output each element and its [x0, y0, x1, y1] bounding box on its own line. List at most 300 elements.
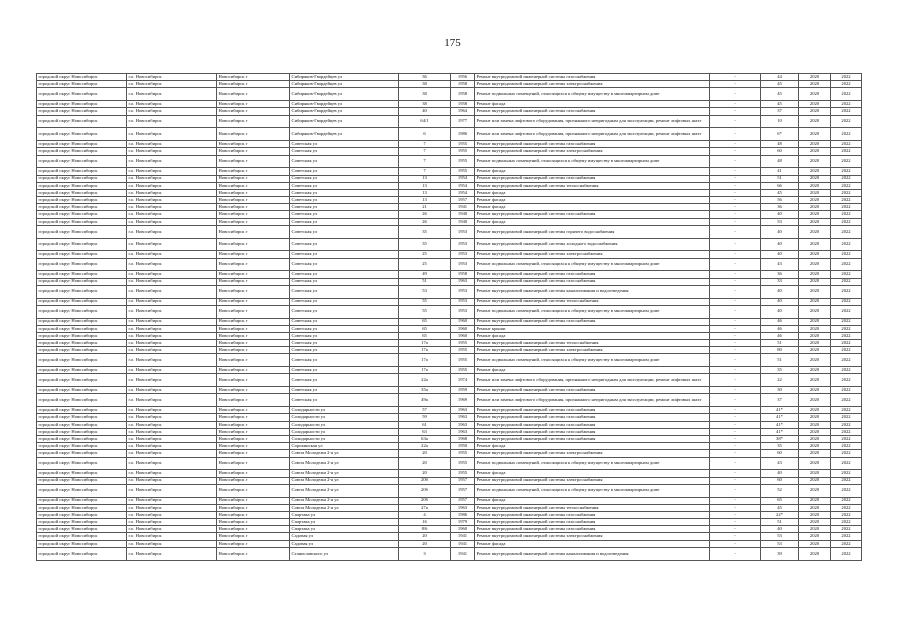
cell-settlement: Новосибирск г — [217, 115, 290, 128]
cell-house: 25 — [399, 251, 451, 258]
cell-district: г.о. Новосибирск — [127, 484, 217, 497]
cell-area: 40 — [761, 305, 799, 318]
cell-area: 38* — [761, 436, 799, 443]
cell-year: 1960 — [451, 325, 475, 332]
cell-end-year: 2022 — [831, 332, 862, 339]
cell-settlement: Новосибирск г — [217, 533, 290, 540]
cell-settlement: Новосибирск г — [217, 101, 290, 108]
cell-street: Советская ул — [290, 155, 399, 168]
table-row — [37, 74, 862, 81]
cell-district: г.о. Новосибирск — [127, 374, 217, 387]
cell-street: Сибиряков-Гвардейцев ул — [290, 88, 399, 101]
cell-settlement: Новосибирск г — [217, 504, 290, 511]
cell-street: Советская ул — [290, 374, 399, 387]
cell-settlement: Новосибирск г — [217, 414, 290, 421]
cell-settlement: Новосибирск г — [217, 218, 290, 225]
cell-end-year: 2022 — [831, 182, 862, 189]
cell-area: 40 — [761, 225, 799, 238]
cell-house: 3 — [399, 547, 451, 560]
cell-municipality: городской округ Новосибирск — [37, 204, 127, 211]
cell-house: 17а — [399, 354, 451, 367]
cell-work-type: Ремонт внутридомовой инженерной системы газоснабжения — [475, 519, 710, 526]
cell-work-type: Ремонт внутридомовой инженерной системы электроснабжения — [475, 477, 710, 484]
cell-start-year: 2020 — [799, 141, 831, 148]
cell-work-type: Ремонт внутридомовой инженерной системы газоснабжения — [475, 387, 710, 394]
cell-year: 1963 — [451, 407, 475, 414]
cell-municipality: городской округ Новосибирск — [37, 354, 127, 367]
cell-street: Советская ул — [290, 285, 399, 298]
cell-area: 46 — [761, 332, 799, 339]
cell-year: 1957 — [451, 497, 475, 504]
cell-area: 37 — [761, 108, 799, 115]
cell-dash: - — [710, 305, 761, 318]
cell-work-type: Ремонт внутридомовой инженерной системы газоснабжения — [475, 511, 710, 518]
cell-work-type: Ремонт подвальных помещений, относящихся к общему имуществу в многоквартирном доме — [475, 155, 710, 168]
cell-street: Союза Молодежи 2-я ул — [290, 450, 399, 457]
table-row — [37, 271, 862, 278]
cell-district: г.о. Новосибирск — [127, 115, 217, 128]
cell-dash: - — [710, 168, 761, 175]
cell-street: Союза Молодежи 2-я ул — [290, 484, 399, 497]
cell-settlement: Новосибирск г — [217, 251, 290, 258]
cell-district: г.о. Новосибирск — [127, 225, 217, 238]
cell-year: 1954 — [451, 175, 475, 182]
cell-street: Сибиряков-Гвардейцев ул — [290, 128, 399, 141]
cell-year: 1963 — [451, 278, 475, 285]
cell-street: Советская ул — [290, 271, 399, 278]
cell-start-year: 2020 — [799, 497, 831, 504]
cell-dash: - — [710, 155, 761, 168]
cell-municipality: городской округ Новосибирск — [37, 189, 127, 196]
cell-district: г.о. Новосибирск — [127, 450, 217, 457]
cell-settlement: Новосибирск г — [217, 367, 290, 374]
cell-work-type: Ремонт фасада — [475, 332, 710, 339]
cell-year: 1955 — [451, 450, 475, 457]
cell-end-year: 2022 — [831, 211, 862, 218]
cell-house: 22а — [399, 374, 451, 387]
cell-year: 1958 — [451, 101, 475, 108]
cell-end-year: 2022 — [831, 407, 862, 414]
cell-work-type: Ремонт фасада — [475, 367, 710, 374]
cell-street: Сибиряков-Гвардейцев ул — [290, 101, 399, 108]
cell-end-year: 2022 — [831, 238, 862, 251]
cell-street: Советская ул — [290, 332, 399, 339]
cell-settlement: Новосибирск г — [217, 325, 290, 332]
cell-dash: - — [710, 74, 761, 81]
table-row — [37, 285, 862, 298]
cell-start-year: 2020 — [799, 347, 831, 354]
cell-house: 63а — [399, 436, 451, 443]
cell-year: 1954 — [451, 189, 475, 196]
cell-settlement: Новосибирск г — [217, 168, 290, 175]
table-row — [37, 504, 862, 511]
cell-area: 46 — [761, 318, 799, 325]
cell-settlement: Новосибирск г — [217, 108, 290, 115]
cell-street: Советская ул — [290, 278, 399, 285]
cell-settlement: Новосибирск г — [217, 526, 290, 533]
cell-end-year: 2022 — [831, 421, 862, 428]
cell-street: Советская ул — [290, 182, 399, 189]
cell-house: 38 — [399, 101, 451, 108]
cell-district: г.о. Новосибирск — [127, 367, 217, 374]
cell-settlement: Новосибирск г — [217, 175, 290, 182]
cell-street: Спартака ул — [290, 519, 399, 526]
cell-work-type: Ремонт внутридомовой инженерной системы горячего водоснабжения — [475, 225, 710, 238]
cell-start-year: 2020 — [799, 211, 831, 218]
cell-area: 40 — [761, 470, 799, 477]
cell-municipality: городской округ Новосибирск — [37, 332, 127, 339]
cell-street: Спартака ул — [290, 511, 399, 518]
cell-district: г.о. Новосибирск — [127, 443, 217, 450]
cell-municipality: городской округ Новосибирск — [37, 211, 127, 218]
cell-area: 35 — [761, 367, 799, 374]
cell-district: г.о. Новосибирск — [127, 168, 217, 175]
cell-street: Союза Молодежи 2-я ул — [290, 470, 399, 477]
cell-house: 36 — [399, 74, 451, 81]
cell-municipality: городской округ Новосибирск — [37, 318, 127, 325]
cell-end-year: 2022 — [831, 511, 862, 518]
table-row — [37, 115, 862, 128]
cell-street: Советская ул — [290, 189, 399, 196]
table-row — [37, 519, 862, 526]
cell-district: г.о. Новосибирск — [127, 394, 217, 407]
cell-start-year: 2020 — [799, 204, 831, 211]
cell-street: Советская ул — [290, 354, 399, 367]
cell-area: 41* — [761, 421, 799, 428]
cell-municipality: городской округ Новосибирск — [37, 436, 127, 443]
cell-house: 35 — [399, 225, 451, 238]
cell-house: 13 — [399, 197, 451, 204]
cell-area: 56 — [761, 197, 799, 204]
cell-house: 65 — [399, 325, 451, 332]
cell-dash: - — [710, 519, 761, 526]
cell-house: 7 — [399, 148, 451, 155]
cell-district: г.о. Новосибирск — [127, 108, 217, 115]
cell-end-year: 2022 — [831, 374, 862, 387]
cell-year: 1963 — [451, 421, 475, 428]
table-row — [37, 540, 862, 547]
cell-end-year: 2022 — [831, 189, 862, 196]
cell-start-year: 2020 — [799, 443, 831, 450]
cell-settlement: Новосибирск г — [217, 394, 290, 407]
cell-area: 6* — [761, 128, 799, 141]
cell-municipality: городской округ Новосибирск — [37, 271, 127, 278]
cell-work-type: Ремонт фасада — [475, 443, 710, 450]
cell-dash: - — [710, 477, 761, 484]
cell-area: 40 — [761, 251, 799, 258]
cell-dash: - — [710, 497, 761, 504]
cell-year: 1957 — [451, 484, 475, 497]
cell-work-type: Ремонт внутридомовой инженерной системы электроснабжения — [475, 81, 710, 88]
cell-house: 21 — [399, 204, 451, 211]
cell-municipality: городской округ Новосибирск — [37, 477, 127, 484]
cell-municipality: городской округ Новосибирск — [37, 148, 127, 155]
cell-end-year: 2022 — [831, 436, 862, 443]
cell-area: 48 — [761, 155, 799, 168]
cell-area: 53 — [761, 540, 799, 547]
cell-end-year: 2022 — [831, 519, 862, 526]
cell-municipality: городской округ Новосибирск — [37, 225, 127, 238]
table-row — [37, 175, 862, 182]
cell-work-type: Ремонт внутридомовой инженерной системы газоснабжения — [475, 211, 710, 218]
table-row — [37, 88, 862, 101]
cell-dash: - — [710, 533, 761, 540]
cell-municipality: городской округ Новосибирск — [37, 155, 127, 168]
cell-start-year: 2020 — [799, 318, 831, 325]
cell-area: 60 — [761, 450, 799, 457]
cell-end-year: 2022 — [831, 141, 862, 148]
cell-dash: - — [710, 540, 761, 547]
cell-settlement: Новосибирск г — [217, 354, 290, 367]
cell-street: Сибиряков-Гвардейцев ул — [290, 108, 399, 115]
cell-street: Сибиряков-Гвардейцев ул — [290, 115, 399, 128]
table-row — [37, 128, 862, 141]
cell-street: Советская ул — [290, 141, 399, 148]
cell-dash: - — [710, 526, 761, 533]
cell-municipality: городской округ Новосибирск — [37, 175, 127, 182]
cell-start-year: 2020 — [799, 533, 831, 540]
cell-municipality: городской округ Новосибирск — [37, 278, 127, 285]
cell-year: 1977 — [451, 115, 475, 128]
cell-street: Сибиряков-Гвардейцев ул — [290, 81, 399, 88]
cell-dash: - — [710, 81, 761, 88]
cell-work-type: Ремонт внутридомовой инженерной системы теплоснабжения — [475, 298, 710, 305]
cell-street: Советская ул — [290, 204, 399, 211]
cell-municipality: городской округ Новосибирск — [37, 504, 127, 511]
cell-year: 1960 — [451, 332, 475, 339]
cell-year: 1956 — [451, 74, 475, 81]
cell-end-year: 2022 — [831, 504, 862, 511]
cell-municipality: городской округ Новосибирск — [37, 305, 127, 318]
cell-settlement: Новосибирск г — [217, 225, 290, 238]
cell-start-year: 2020 — [799, 484, 831, 497]
cell-street: Солидарности ул — [290, 414, 399, 421]
cell-municipality: городской округ Новосибирск — [37, 168, 127, 175]
cell-district: г.о. Новосибирск — [127, 258, 217, 271]
cell-district: г.о. Новосибирск — [127, 298, 217, 305]
cell-house: 20б — [399, 497, 451, 504]
cell-municipality: городской округ Новосибирск — [37, 325, 127, 332]
table-row — [37, 374, 862, 387]
cell-house: 55 — [399, 305, 451, 318]
cell-district: г.о. Новосибирск — [127, 88, 217, 101]
cell-house: 25 — [399, 258, 451, 271]
cell-dash: - — [710, 101, 761, 108]
cell-end-year: 2022 — [831, 526, 862, 533]
table-row — [37, 197, 862, 204]
cell-house: 4 — [399, 511, 451, 518]
cell-work-type: Ремонт внутридомовой инженерной системы газоснабжения — [475, 141, 710, 148]
cell-municipality: городской округ Новосибирск — [37, 182, 127, 189]
cell-street: Союза Молодежи 2-я ул — [290, 497, 399, 504]
cell-year: 1955 — [451, 367, 475, 374]
cell-work-type: Ремонт или замена лифтового оборудования, признанного непригодным для эксплуатации, ремонт лифтовых шахт — [475, 374, 710, 387]
cell-work-type: Ремонт внутридомовой инженерной системы теплоснабжения — [475, 182, 710, 189]
cell-area: 40 — [761, 298, 799, 305]
table-row — [37, 278, 862, 285]
cell-year: 1953 — [451, 285, 475, 298]
cell-start-year: 2020 — [799, 251, 831, 258]
table-row — [37, 511, 862, 518]
cell-district: г.о. Новосибирск — [127, 340, 217, 347]
cell-dash: - — [710, 278, 761, 285]
cell-dash: - — [710, 182, 761, 189]
cell-street: Советская ул — [290, 305, 399, 318]
cell-end-year: 2022 — [831, 457, 862, 470]
cell-dash: - — [710, 484, 761, 497]
cell-work-type: Ремонт внутридомовой инженерной системы газоснабжения — [475, 421, 710, 428]
cell-district: г.о. Новосибирск — [127, 540, 217, 547]
cell-start-year: 2020 — [799, 540, 831, 547]
cell-street: Советская ул — [290, 318, 399, 325]
cell-end-year: 2022 — [831, 540, 862, 547]
cell-start-year: 2020 — [799, 74, 831, 81]
cell-settlement: Новосибирск г — [217, 278, 290, 285]
cell-work-type: Ремонт подвальных помещений, относящихся к общему имуществу в многоквартирном доме — [475, 258, 710, 271]
cell-house: 35 — [399, 238, 451, 251]
cell-house: 64/1 — [399, 115, 451, 128]
cell-district: г.о. Новосибирск — [127, 519, 217, 526]
cell-settlement: Новосибирск г — [217, 340, 290, 347]
cell-house: 17а — [399, 367, 451, 374]
cell-area: 53 — [761, 218, 799, 225]
cell-end-year: 2022 — [831, 225, 862, 238]
cell-settlement: Новосибирск г — [217, 211, 290, 218]
cell-end-year: 2022 — [831, 101, 862, 108]
cell-end-year: 2022 — [831, 155, 862, 168]
cell-settlement: Новосибирск г — [217, 81, 290, 88]
cell-year: 1963 — [451, 428, 475, 435]
cell-settlement: Новосибирск г — [217, 285, 290, 298]
cell-area: 36 — [761, 271, 799, 278]
table-row — [37, 211, 862, 218]
cell-house: 61 — [399, 421, 451, 428]
cell-work-type: Ремонт внутридомовой инженерной системы газоснабжения — [475, 414, 710, 421]
table-row — [37, 497, 862, 504]
cell-start-year: 2020 — [799, 278, 831, 285]
table-row — [37, 484, 862, 497]
cell-district: г.о. Новосибирск — [127, 211, 217, 218]
cell-district: г.о. Новосибирск — [127, 189, 217, 196]
cell-settlement: Новосибирск г — [217, 387, 290, 394]
cell-start-year: 2020 — [799, 354, 831, 367]
cell-year: 1953 — [451, 251, 475, 258]
cell-street: Советская ул — [290, 168, 399, 175]
cell-year: 1979 — [451, 519, 475, 526]
cell-dash: - — [710, 298, 761, 305]
cell-start-year: 2020 — [799, 175, 831, 182]
cell-settlement: Новосибирск г — [217, 189, 290, 196]
cell-house: 27а — [399, 504, 451, 511]
cell-work-type: Ремонт или замена лифтового оборудования, признанного непригодным для эксплуатации, ремонт лифтовых шахт — [475, 128, 710, 141]
cell-area: 36 — [761, 204, 799, 211]
table-row — [37, 318, 862, 325]
cell-dash: - — [710, 340, 761, 347]
cell-year: 1986 — [451, 128, 475, 141]
cell-municipality: городской округ Новосибирск — [37, 251, 127, 258]
cell-district: г.о. Новосибирск — [127, 457, 217, 470]
cell-year: 1955 — [451, 148, 475, 155]
cell-house: 53 — [399, 285, 451, 298]
cell-area: 41* — [761, 407, 799, 414]
cell-year: 1953 — [451, 305, 475, 318]
cell-municipality: городской округ Новосибирск — [37, 141, 127, 148]
cell-municipality: городской округ Новосибирск — [37, 387, 127, 394]
cell-district: г.о. Новосибирск — [127, 238, 217, 251]
table-row — [37, 450, 862, 457]
cell-area: 45 — [761, 189, 799, 196]
cell-start-year: 2020 — [799, 305, 831, 318]
table-row — [37, 141, 862, 148]
cell-settlement: Новосибирск г — [217, 540, 290, 547]
cell-area: 80 — [761, 347, 799, 354]
table-body — [37, 74, 862, 561]
cell-municipality: городской округ Новосибирск — [37, 258, 127, 271]
cell-start-year: 2020 — [799, 101, 831, 108]
cell-area: 45 — [761, 88, 799, 101]
cell-district: г.о. Новосибирск — [127, 428, 217, 435]
cell-settlement: Новосибирск г — [217, 141, 290, 148]
cell-area: 37 — [761, 394, 799, 407]
cell-start-year: 2020 — [799, 374, 831, 387]
cell-house: 26 — [399, 218, 451, 225]
cell-house: 16 — [399, 519, 451, 526]
table-row — [37, 108, 862, 115]
cell-end-year: 2022 — [831, 251, 862, 258]
cell-street: Сибиряков-Гвардейцев ул — [290, 74, 399, 81]
cell-area: 30 — [761, 387, 799, 394]
cell-district: г.о. Новосибирск — [127, 414, 217, 421]
cell-municipality: городской округ Новосибирск — [37, 470, 127, 477]
cell-street: Советская ул — [290, 238, 399, 251]
cell-municipality: городской округ Новосибирск — [37, 450, 127, 457]
cell-end-year: 2022 — [831, 204, 862, 211]
cell-work-type: Ремонт внутридомовой инженерной системы газоснабжения — [475, 526, 710, 533]
cell-year: 1941 — [451, 547, 475, 560]
cell-work-type: Ремонт внутридомовой инженерной системы газоснабжения — [475, 175, 710, 182]
cell-year: 1955 — [451, 347, 475, 354]
cell-work-type: Ремонт подвальных помещений, относящихся к общему имуществу в многоквартирном доме — [475, 484, 710, 497]
cell-district: г.о. Новосибирск — [127, 421, 217, 428]
cell-settlement: Новосибирск г — [217, 519, 290, 526]
cell-street: Садовая ул — [290, 540, 399, 547]
cell-house: 57 — [399, 407, 451, 414]
cell-work-type: Ремонт внутридомовой инженерной системы газоснабжения — [475, 278, 710, 285]
cell-area: 41 — [761, 168, 799, 175]
cell-municipality: городской округ Новосибирск — [37, 238, 127, 251]
cell-area: 45 — [761, 101, 799, 108]
cell-municipality: городской округ Новосибирск — [37, 81, 127, 88]
cell-area: 51 — [761, 340, 799, 347]
table-row — [37, 387, 862, 394]
cell-area: 35 — [761, 443, 799, 450]
cell-end-year: 2022 — [831, 318, 862, 325]
cell-house: 22а — [399, 443, 451, 450]
cell-settlement: Новосибирск г — [217, 421, 290, 428]
cell-start-year: 2020 — [799, 148, 831, 155]
cell-settlement: Новосибирск г — [217, 497, 290, 504]
cell-dash: - — [710, 394, 761, 407]
cell-district: г.о. Новосибирск — [127, 387, 217, 394]
cell-area: 45 — [761, 81, 799, 88]
cell-start-year: 2020 — [799, 511, 831, 518]
cell-settlement: Новосибирск г — [217, 374, 290, 387]
cell-area: 60 — [761, 148, 799, 155]
cell-end-year: 2022 — [831, 450, 862, 457]
cell-house: 26 — [399, 211, 451, 218]
cell-street: Солидарности ул — [290, 436, 399, 443]
cell-end-year: 2022 — [831, 271, 862, 278]
